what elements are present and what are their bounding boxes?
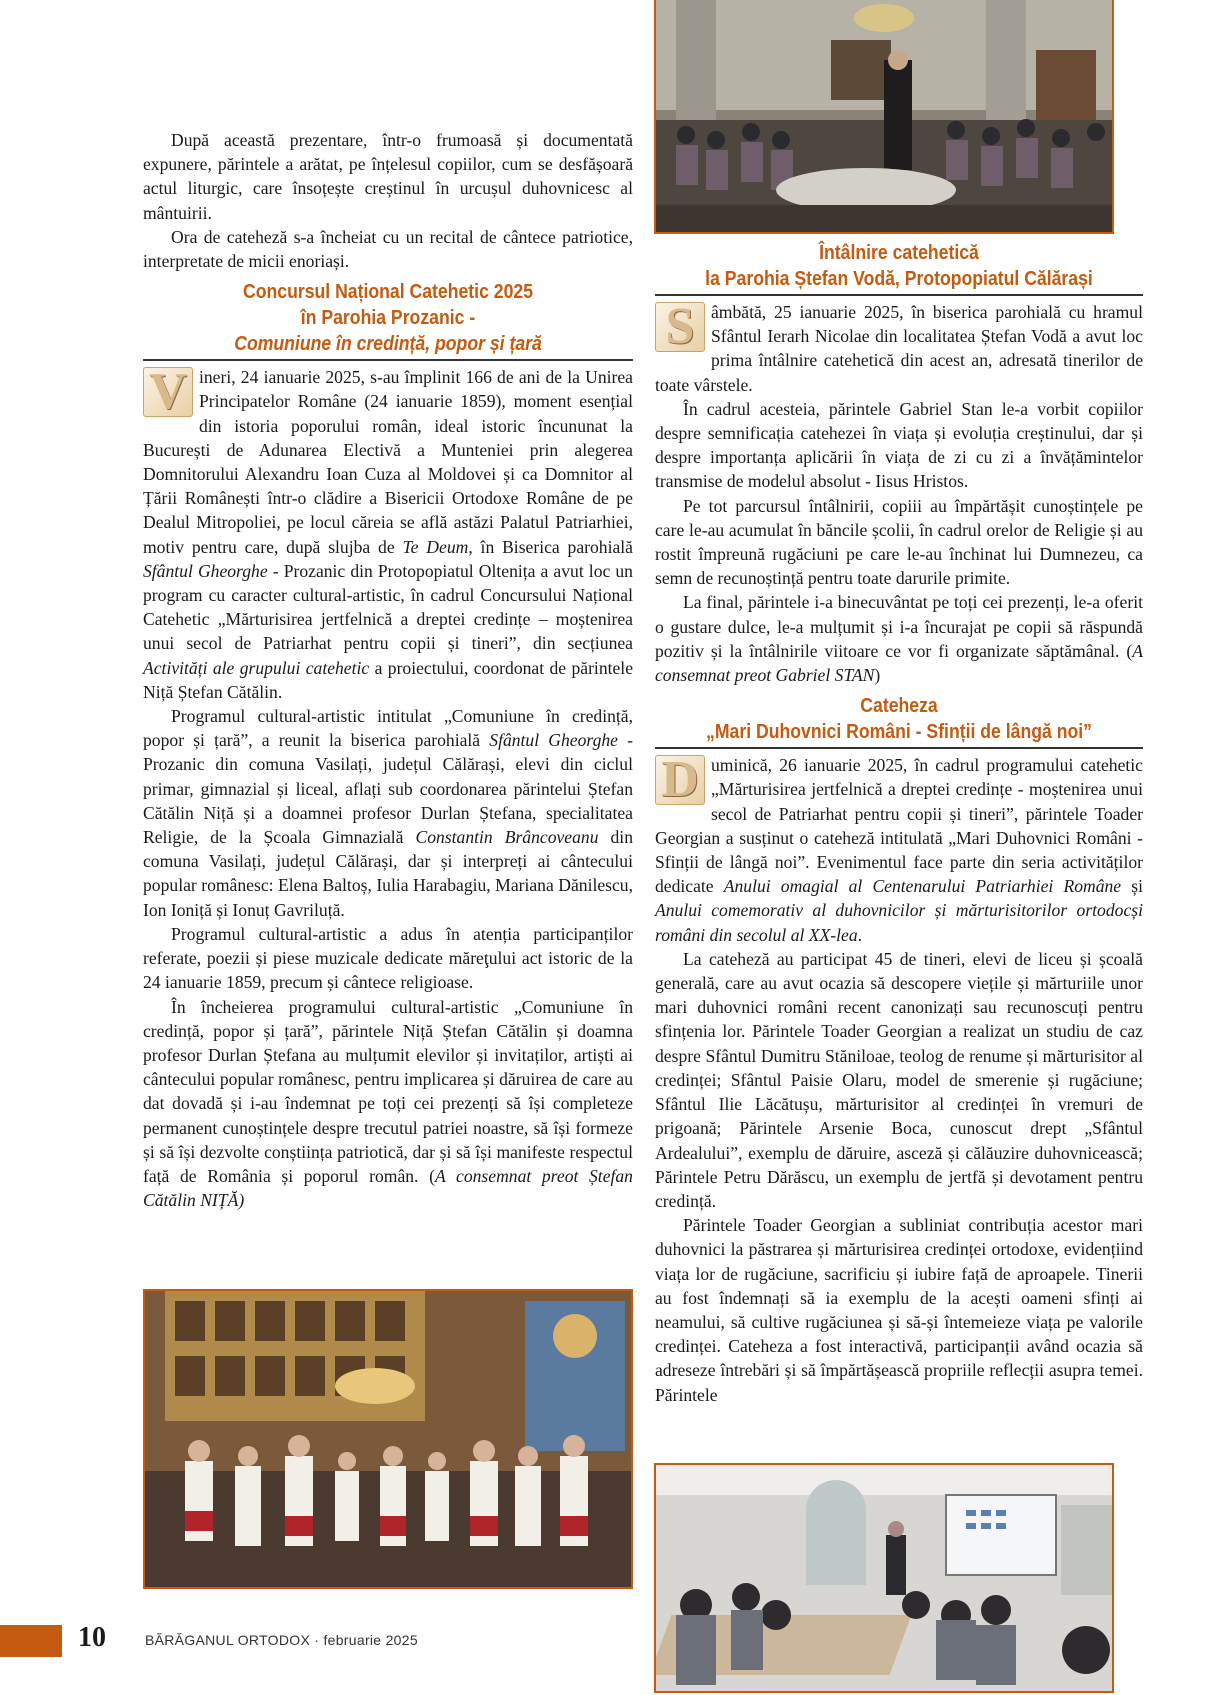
text-run: a proiectului, coordonat de părintele Niță Ștefan Cătălin. — [143, 657, 634, 702]
article-paragraph — [143, 995, 633, 1213]
text-run: La final, părintele i-a binecuvântat pe toți cei prezenți, le-a oferit o gustare dulce, le-a mulțumit și i-a încurajat pe copii să răspundă pozitiv și la întâlnirile viitoare ce vor fi organizate săptămânal. ( — [655, 592, 1143, 661]
title-line: în Parohia Prozanic - — [300, 306, 476, 330]
article-paragraph: Programul cultural-artistic a adus în atenția participanților referate, poezii și piese muzicale dedicate măreţului act istoric de la 24 ianuarie 1859, precum și cântece religioase. — [143, 923, 633, 993]
text-run-italic: Constantin Brâncoveanu — [415, 827, 599, 848]
text-run: Programul cultural-artistic intitulat „Comuniune în credință, popor și țară”, a reunit la biserica parohială — [143, 706, 633, 751]
text-run: . — [857, 924, 863, 945]
text-run-italic: Te Deum — [402, 536, 469, 557]
article-paragraph: Pe tot parcursul întâlnirii, copiii au împărtășit cunoștințele pe care le-au acumulat în băncile școlii, în cadrul orelor de Religie și au rostit împreună rugăciuni pe care le-au închinat lui Dumnezeu, ca semn de recunoștință pentru toate darurile primite. — [655, 495, 1143, 589]
article-paragraph — [143, 365, 633, 704]
intro-paragraph-1: După această prezentare, într-o frumoasă și documentată expunere, părintele a arătat, pe înțelesul copiilor, cum se desfășoară actul liturgic, care însoțește creștinul în urcușul duhovnicesc al mântuirii. — [143, 130, 633, 223]
article-paragraph — [655, 300, 1143, 397]
photo-classroom-presentation — [654, 1463, 1114, 1693]
text-run: În încheierea programului cultural-artistic „Comuniune în credință, popor și țară”, părintele Niță Ștefan Cătălin și doamna profesor Durlan Ștefana au mulțumit elevilor și invitaților, artiști ai cântecului popular românesc, pentru implicarea și dăruirea de care au dat dovadă și i-au îndemnat pe toți cei prezenți să își completeze permanent cunoștințele despre trecutul patriei noastre, să își formeze și să își dezvolte conștiința patriotică, dar și să își manifeste respectul față de România și poporul român. ( — [143, 996, 633, 1186]
footer-accent-bar — [0, 1625, 62, 1657]
text-run: și — [1121, 876, 1143, 897]
text-run-italic: Activități ale grupului catehetic — [143, 657, 370, 678]
article-title-cateheza — [689, 693, 1109, 745]
article-paragraph — [655, 753, 1143, 947]
text-run: ) — [874, 665, 881, 686]
title-line: Cateheza — [860, 694, 938, 718]
title-line: „Mari Duhovnici Români - Sfinții de lângă noi” — [706, 720, 1092, 744]
dropcap-letter: S — [655, 302, 705, 352]
dropcap-letter: D — [655, 755, 705, 805]
title-line-italic: Comuniune în credință, popor și țară — [234, 332, 542, 356]
signature-italic: A consemnat preot Gabriel STAN — [655, 640, 1143, 686]
text-run: âmbătă, 25 ianuarie 2025, în biserica parohială cu hramul Sfântul Ierarh Nicolae din localitatea Ștefan Vodă a avut loc prima întâlnire catehetică din acest an, adresată tinerilor de toate vârstele. — [655, 302, 1143, 395]
text-run-italic: Sfântul Gheorghe — [143, 560, 268, 581]
article-title-prozanic — [177, 279, 598, 357]
text-run-italic: Sfântul Gheorghe — [489, 730, 618, 751]
article-paragraph — [655, 590, 1143, 687]
signature-italic: A consemnat preot Ștefan Cătălin NIȚĂ) — [143, 1165, 633, 1211]
photo-group-folk-costumes — [143, 1289, 633, 1589]
right-column — [655, 240, 1143, 1407]
article-paragraph: La cateheză au participat 45 de tineri, elevi de liceu și școală generală, care au avut ocazia să descopere viețile și mărturiile unor mari duhovnici români recent canonizați sau recunoscuți pentru sfințenia lor. Părintele Toader Georgian a realizat un studiu de caz despre Sfântul Dumitru Stăniloae, teolog de renume și mărturisitor al credinței; Sfântul Paisie Olaru, model de smerenie și rugăciune; Sfântul Ilie Lăcătușu, mărturisitor al credinței în vremuri de prigoană; Părintele Arsenie Boca, cunoscut drept „Sfântul Ardealului”, exemplu de dăruire, asceză și călăuzire duhovnicească; Părintele Petru Dărăscu, un exemplu de jertfă și devotament pentru credință. — [655, 948, 1143, 1211]
title-divider — [143, 359, 633, 361]
magazine-name: BĂRĂGANUL ORTODOX · februarie 2025 — [145, 1632, 418, 1648]
title-line: Întâlnire catehetică — [819, 241, 979, 264]
title-line: la Parohia Ștefan Vodă, Protopopiatul Călărași — [705, 267, 1093, 290]
text-run: - Prozanic din Protopopiatul Oltenița a avut loc un program cu caracter cultural-artistic, în cadrul Concursului Național Catehetic „Mărturisirea jertfelnică a dreptei credințe – moștenirea unui secol de Patriarhat pentru copii și tineri”, din secțiunea — [143, 560, 633, 654]
text-run-italic: Anului comemorativ al duhovnicilor și mărturisitorilor ortodocși români din secolul al XX-lea — [655, 900, 1143, 945]
intro-paragraph-2: Ora de cateheză s-a încheiat cu un recital de cântece patriotice, interpretate de micii enoriași. — [143, 226, 633, 272]
title-divider — [655, 747, 1143, 749]
article-title-stefan-voda — [689, 240, 1109, 292]
article-paragraph — [143, 704, 633, 922]
text-run: , în Biserica parohială — [468, 536, 633, 557]
photo-church-children — [654, 0, 1114, 234]
article-paragraph: Părintele Toader Georgian a subliniat contribuția acestor mari duhovnici la păstrarea și mărturisirea credinței ortodoxe, evidențiind viața lor de rugăciune, sacrificiu și iubire față de aproapele. Tinerii au fost îndemnați să ia exemplu de la acești oameni sfinți ai neamului, să cultive rugăciunea și să-și întemeieze viața pe valorile credinței. Cateheza a fost interactivă, participanții având ocazia să adreseze întrebări și să împărtășească propriile reflecții asupra temei. Părintele — [655, 1215, 1143, 1405]
title-divider — [655, 294, 1143, 296]
article-paragraph: În cadrul acesteia, părintele Gabriel Stan le-a vorbit copiilor despre semnificația catehezei în viața și evoluția creștinului, dar și despre importanța aplicării în viața de zi cu zi a învățămintelor transmise de modelul absolut - Iisus Hristos. — [655, 398, 1143, 492]
text-run: din comuna Vasilați, județul Călărași, dar și interpreți ai cântecului popular românesc: Elena Baltoș, Iulia Harabagiu, Mariana Dănilescu, Ion Ioniță și Ionuț Gavriluță. — [143, 827, 633, 920]
text-run: - Prozanic din comuna Vasilați, județul Călărași, elevi din ciclul primar, gimnazial și liceal, aflați sub coordonarea părintelui Ștefan Cătălin Niță și a doamnei profesor Durlan Ștefana, specialitatea Religie, de la Școala Gimnazială — [143, 730, 633, 848]
page-number: 10 — [78, 1622, 106, 1653]
title-line: Concursul Național Catehetic 2025 — [242, 280, 534, 304]
left-column — [143, 128, 633, 1212]
dropcap-letter: V — [143, 367, 193, 417]
text-run-italic: Anului omagial al Centenarului Patriarhiei Române — [723, 876, 1122, 897]
text-run: uminică, 26 ianuarie 2025, în cadrul programului catehetic „Mărturisirea jertfelnică a dreptei credințe - moștenirea unui secol de Patriarhat pentru copii și tineri”, părintele Toader Georgian a susținut o cateheză intitulată „Mari Duhovnici Români - Sfinții de lângă noi”. Evenimentul face parte din seria activităților dedicate — [655, 755, 1143, 897]
text-run: ineri, 24 ianuarie 2025, s-au împlinit 166 de ani de la Unirea Principatelor Române (24 ianuarie 1859), moment esențial din istoria poporului român, ideal istoric încununat la București de Adunarea Electivă a Munteniei prin alegerea Domnitorului Alexandru Ioan Cuza al Moldovei și ca Domnitor al Țării Românești într-o clădire a Bisericii Ortodoxe Române de pe Dealul Mitropoliei, pe locul căreia se află astăzi Palatul Patriarhiei, motiv pentru care, după slujba de — [143, 367, 633, 557]
